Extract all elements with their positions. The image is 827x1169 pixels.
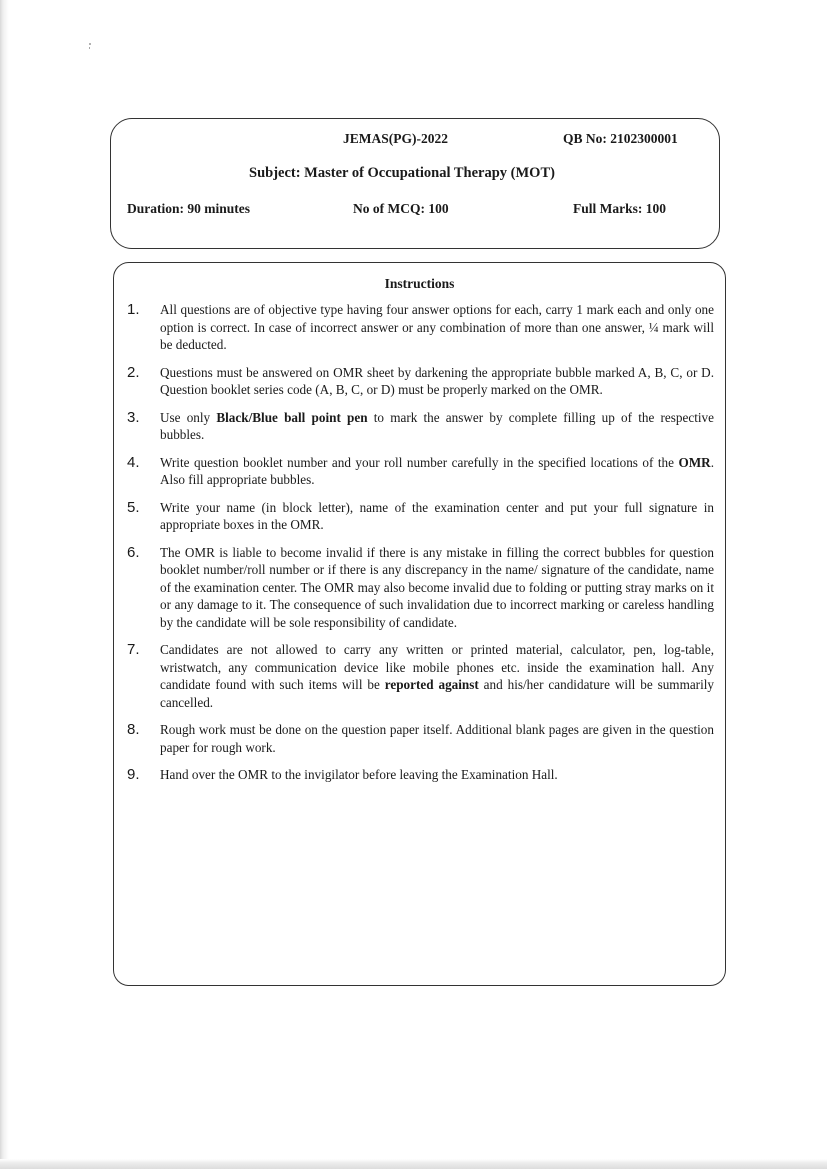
instruction-text (160, 766, 714, 784)
instruction-number: 2. (127, 363, 140, 381)
instruction-item (127, 766, 714, 784)
instructions-list (127, 301, 714, 794)
instruction-text-part: Rough work must be done on the question paper itself. Additional blank pages are given in the question paper for rough work. (160, 722, 714, 756)
instruction-number: 8. (127, 721, 140, 739)
instruction-text-part: to mark the answer by complete filling up of the respective bubbles. (160, 409, 714, 443)
instruction-number: 5. (127, 498, 140, 516)
instruction-number: 3. (127, 408, 140, 426)
instruction-number: 4. (127, 453, 140, 471)
instruction-item (127, 544, 714, 632)
instruction-emphasis: Black/Blue ball point pen (216, 409, 368, 425)
subject-title: Subject: Master of Occupational Therapy (MOT) (249, 165, 555, 181)
instruction-text (160, 544, 714, 632)
instruction-text (160, 409, 714, 444)
mcq-count: No of MCQ: 100 (353, 201, 449, 216)
instruction-text (160, 454, 714, 489)
instruction-text (160, 721, 714, 756)
instructions-title: Instructions (384, 276, 455, 291)
scan-speck (89, 47, 90, 49)
instruction-emphasis: OMR (678, 454, 711, 470)
exam-header-box (110, 118, 720, 249)
duration: Duration: 90 minutes (127, 201, 251, 216)
instruction-text-part: Write your name (in block letter), name of the examination center and put your full signature in appropriate boxes in the OMR. (160, 499, 714, 533)
instruction-text (160, 641, 714, 711)
instruction-emphasis: reported against (384, 677, 479, 693)
instruction-text-part: All questions are of objective type having four answer options for each, carry 1 mark each and only one option is correct. In case of incorrect answer or any combination of more than one answer, ¼ mark will be deducted. (160, 302, 714, 353)
instruction-number: 1. (127, 301, 140, 318)
instruction-text-part: The OMR is liable to become invalid if there is any mistake in filling the correct bubbles for question booklet number/roll number or if there is any discrepancy in the name/ signature of the candidate, name of the examination center. The OMR may also become invalid due to folding or putting stray marks on it or any damage to it. The consequence of such invalidation due to incorrect marking or careless handling by the candidate will be sole responsibility of candidate. (160, 544, 714, 630)
instruction-number: 6. (127, 543, 140, 561)
instruction-text-part: Candidates are not allowed to carry any written or printed material, calculator, pen, log-table, wristwatch, any communication device like mobile phones etc. inside the examination hall. Any candidate found with such items will be (160, 642, 714, 693)
instruction-item (127, 721, 714, 756)
scan-speck (89, 43, 91, 45)
instruction-text (160, 301, 714, 354)
instruction-text-part: Use only (160, 409, 217, 425)
instruction-text-part: Write question booklet number and your roll number carefully in the specified locations of the (160, 454, 679, 470)
instruction-text-part: Hand over the OMR to the invigilator before leaving the Examination Hall. (160, 767, 558, 783)
instruction-item (127, 499, 714, 534)
instruction-item (127, 641, 714, 711)
instruction-item (127, 301, 714, 354)
instruction-item (127, 454, 714, 489)
instruction-number: 7. (127, 641, 140, 659)
instruction-text-part: and his/her candidature will be summarily cancelled. (160, 677, 714, 711)
exam-name: JEMAS(PG)-2022 (343, 131, 448, 146)
instruction-text (160, 499, 714, 534)
instruction-number: 9. (127, 766, 140, 784)
instruction-item (127, 409, 714, 444)
instruction-text-part: . Also fill appropriate bubbles. (160, 454, 714, 488)
instruction-item (127, 364, 714, 399)
scan-edge-bottom (0, 1159, 827, 1169)
scan-edge-left (0, 0, 9, 1169)
instructions-box (113, 262, 726, 986)
full-marks: Full Marks: 100 (573, 201, 666, 216)
instruction-text-part: Questions must be answered on OMR sheet by darkening the appropriate bubble marked A, B, C, or D. Question booklet series code (A, B, C, or D) must be properly marked on the OMR. (160, 364, 714, 398)
qb-number: QB No: 2102300001 (563, 131, 678, 146)
instruction-text (160, 364, 714, 399)
